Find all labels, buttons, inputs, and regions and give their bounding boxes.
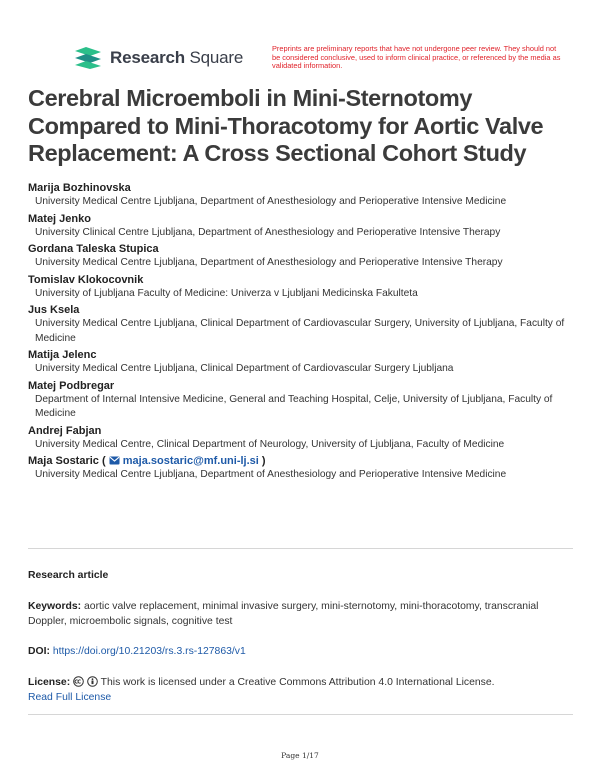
author-entry: [28, 212, 576, 241]
keywords-label: Keywords:: [28, 601, 82, 612]
license-text: This work is licensed under a Creative Commons Attribution 4.0 International License.: [100, 677, 495, 688]
brand-name-part2: Square: [189, 48, 244, 67]
license: [28, 675, 573, 705]
corresponding-author-entry: [28, 454, 576, 483]
author-name: Jus Ksela: [28, 304, 80, 316]
brand-name: [110, 48, 243, 68]
author-list: [28, 181, 576, 485]
author-name: Matej Podbregar: [28, 379, 115, 392]
doi: [28, 644, 573, 659]
divider: [28, 548, 573, 549]
preprint-notice: Preprints are preliminary reports that have not undergone peer review. They should not be considered conclusive, used to inform clinical practice, or referenced by the media as validated information.: [272, 44, 561, 71]
author-name: Maja Sostaric: [28, 455, 99, 467]
author-affiliation: University Medical Centre Ljubljana, Department of Anesthesiology and Perioperative Intensive Therapy: [35, 257, 503, 268]
author-affiliation: University Medical Centre Ljubljana, Department of Anesthesiology and Perioperative Intensive Medicine: [35, 469, 507, 480]
page-number: Page 1/17: [281, 751, 319, 760]
read-full-license-link[interactable]: Read Full License: [28, 692, 112, 703]
author-affiliation: University Medical Centre, Clinical Department of Neurology, University of Ljubljana, Faculty of Medicine: [35, 438, 505, 450]
keywords: [28, 599, 573, 629]
author-name: Marija Bozhinovska: [28, 182, 131, 194]
author-name: Gordana Taleska Stupica: [28, 243, 159, 255]
author-entry: [28, 348, 576, 377]
author-affiliation: University of Ljubljana Faculty of Medicine: Univerza v Ljubljani Medicinska Fakulteta: [35, 287, 418, 299]
divider: [28, 714, 573, 715]
author-entry: [28, 273, 576, 302]
corresponding-author-name: [28, 454, 576, 468]
author-affiliation: University Medical Centre Ljubljana, Clinical Department of Cardiovascular Surgery, University of Ljubljana, Faculty of Medicine: [35, 318, 565, 344]
author-name: Matej Jenko: [28, 212, 91, 225]
author-name: Matija Jelenc: [28, 349, 97, 361]
keywords-value: aortic valve replacement, minimal invasive surgery, mini-sternotomy, mini-thoracotomy, transcranial Doppler, microembolic signals, cognitive test: [28, 601, 539, 627]
paper-title: Cerebral Microemboli in Mini-Sternotomy Compared to Mini-Thoracotomy for Aortic Valve Replacement: A Cross Sectional Cohort Study: [28, 85, 544, 166]
author-entry: [28, 379, 576, 422]
author-entry: [28, 242, 576, 271]
license-label: License:: [28, 677, 71, 688]
author-affiliation: University Medical Centre Ljubljana, Clinical Department of Cardiovascular Surgery Ljubljana: [35, 363, 454, 374]
paren-close: ): [261, 455, 266, 467]
author-name: Tomislav Klokocovnik: [28, 273, 144, 286]
attribution-icon: [87, 676, 98, 687]
author-affiliation: Department of Internal Intensive Medicine, General and Teaching Hospital, Celje, University of Ljubljana, Faculty of Medicine: [35, 393, 553, 419]
research-square-logo[interactable]: [74, 47, 243, 69]
author-name: Andrej Fabjan: [28, 424, 102, 437]
creative-commons-icon: [73, 676, 84, 687]
research-square-logo-icon: [74, 47, 102, 69]
author-entry: [28, 181, 576, 210]
article-type: [28, 568, 573, 583]
author-entry: [28, 424, 576, 453]
brand-name-part1: Research: [110, 48, 185, 67]
paren-open: (: [101, 455, 106, 467]
doi-link[interactable]: https://doi.org/10.21203/rs.3.rs-127863/v1: [52, 646, 246, 657]
author-affiliation: University Clinical Centre Ljubljana, Department of Anesthesiology and Perioperative Intensive Therapy: [35, 226, 501, 238]
doi-label: DOI:: [28, 646, 50, 657]
corresponding-author-email-link[interactable]: maja.sostaric@mf.uni-lj.si: [122, 455, 259, 467]
envelope-icon: [109, 456, 120, 465]
author-affiliation: University Medical Centre Ljubljana, Department of Anesthesiology and Perioperative Intensive Medicine: [35, 196, 507, 207]
article-type-label: Research article: [28, 570, 109, 581]
author-entry: [28, 303, 576, 346]
